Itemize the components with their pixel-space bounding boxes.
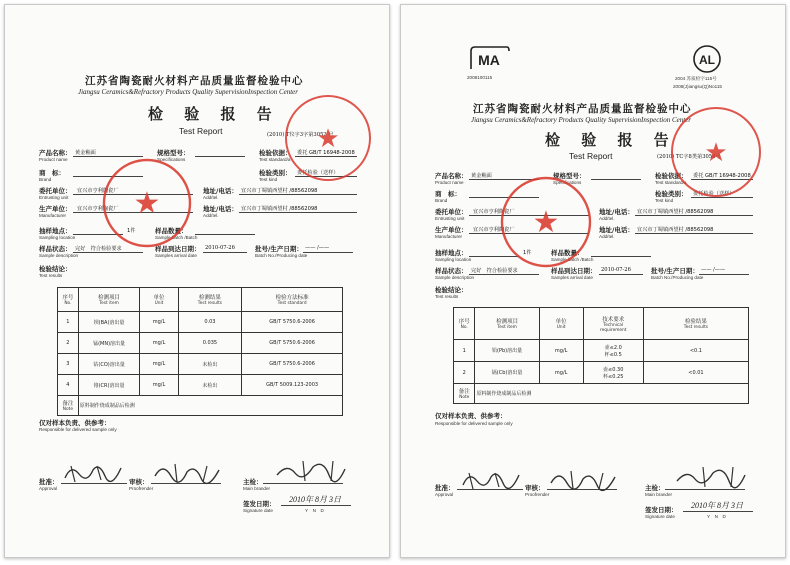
table-note-row: 备注 Note 原料制作烧成制品后检测: [454, 384, 749, 404]
client-label: 委托单位：: [39, 187, 72, 195]
batch-no-label: 批号/生产日期：: [255, 245, 303, 253]
test-kind-label: 检验类别：: [259, 169, 292, 177]
batch-no-value: —— /——: [701, 267, 726, 273]
main-brander-label-en: Main brander: [243, 486, 271, 491]
arrival-date-value: 2010-07-26: [601, 267, 631, 273]
cal-line2: 2008(J)iangsu(Q)No115: [673, 84, 722, 89]
product-name-label: 产品名称：: [435, 172, 468, 180]
sample-state-label-en: Sample description: [435, 275, 475, 280]
sample-state-label: 样品状态：: [39, 245, 72, 253]
proofreader-signature: [547, 467, 619, 493]
sampling-location-label: 抽样地点：: [435, 249, 468, 257]
maker-value: 宜兴市亨利陶瓷厂: [77, 206, 119, 212]
spec-label: 规格型号：: [157, 149, 190, 157]
maker-address-value: 宜兴市丁蜀镇西望村 /88562098: [637, 227, 714, 233]
maker-address-value: 宜兴市丁蜀镇西望村 /88562098: [241, 206, 318, 212]
test-kind-value: 委托检验（送样）: [693, 191, 735, 197]
cal-mark-icon: [689, 43, 725, 75]
sample-state-value: 完好 符合检验要求: [471, 268, 518, 274]
product-name-value: 黄金釉面: [471, 173, 492, 179]
batch-no-value: —— /——: [305, 245, 330, 251]
seal-star-icon: ★: [704, 138, 728, 168]
sample-qty-label-en: Sample batch /Batch: [155, 235, 198, 240]
report-title-en: Test Report: [179, 126, 223, 136]
sign-date-value: 2010年 8月 3日: [691, 501, 743, 510]
responsible-label-en: Responsible for delivered sample only: [39, 427, 117, 432]
test-standard-value: 委托 GB/T 16948-2008: [693, 173, 751, 179]
product-name-label: 产品名称：: [39, 149, 72, 157]
client-label-en: Entrusting unit: [39, 195, 69, 200]
conclusion-label: 检验结论：: [435, 286, 468, 294]
sample-qty-label-en: Sample batch /Batch: [551, 257, 594, 262]
report-title: 检 验 报 告: [148, 105, 280, 123]
sample-qty-value: 1件: [523, 250, 532, 256]
institution-name: 江苏省陶瓷耐火材料产品质量监督检验中心: [85, 75, 304, 87]
client-address-label: 地址/电话：: [599, 208, 634, 216]
approval-label: 批准：: [39, 478, 59, 486]
brand-label: 商 标：: [39, 169, 65, 177]
maker-label: 生产单位：: [39, 205, 72, 213]
conclusion-label-en: Test results: [39, 273, 63, 278]
batch-no-label: 批号/生产日期：: [651, 267, 699, 275]
batch-no-label-en: Batch No./Producing date: [255, 253, 308, 258]
table-row: 1 铅(Pb)溶出量 mg/L 壶≤2.0 杯≤0.5 <0.1: [454, 340, 749, 362]
table-note-row: 备注 Note 原料制作烧成制品后检测: [58, 396, 343, 416]
center-seal-stamp: [669, 105, 763, 199]
proofreader-label-en: Proofrender: [129, 486, 154, 491]
test-standard-label: 检验依据：: [655, 172, 688, 180]
maker-value: 宜兴市亨利陶瓷厂: [473, 227, 515, 233]
table-row: 4 铬(CR)溶出量 mg/L 未检出 GB/T 5009.123-2003: [58, 375, 343, 396]
test-kind-label-en: Test kind: [259, 177, 278, 182]
report-left: [4, 4, 390, 558]
responsible-label: 仅对样本负责、供参考：: [435, 412, 507, 420]
product-name-label-en: Product name: [435, 180, 464, 185]
sample-qty-label: 样品数量：: [155, 227, 188, 235]
svg-text:AL: AL: [699, 53, 715, 67]
seal-star-icon: ★: [532, 205, 560, 240]
batch-no-label-en: Batch No./Producing date: [651, 275, 704, 280]
table-header-row: 序号 No. 检测项目 Test item 单位 Unit 检测结果 Test results 检验方法标准 Test standard: [58, 288, 343, 312]
sample-qty-label: 样品数量：: [551, 249, 584, 257]
main-brander-signature: [673, 463, 747, 491]
test-kind-value: 委托检验（送样）: [297, 170, 339, 176]
approval-label-en: Approval: [435, 492, 454, 497]
client-address-label-en: Add/tel.: [599, 216, 615, 221]
sign-date-label-en: Signature date: [645, 514, 675, 519]
company-seal-stamp: [499, 175, 593, 269]
center-seal-stamp: [283, 93, 373, 183]
test-standard-value: 委托 GB/T 16948-2008: [297, 150, 355, 156]
report-right: [400, 4, 786, 558]
test-kind-label-en: Test kind: [655, 198, 674, 203]
approval-signature: [459, 467, 529, 493]
client-value: 宜兴市亨利陶瓷厂: [77, 188, 119, 194]
main-brander-signature: [273, 457, 347, 485]
spec-label-en: Specifications: [553, 180, 582, 185]
brand-label: 商 标：: [435, 190, 461, 198]
maker-label-en: Manufacturer: [435, 234, 463, 239]
main-brander-label: 主检：: [243, 478, 263, 486]
client-address-value: 宜兴市丁蜀镇西望村 /88562098: [241, 188, 318, 194]
sampling-location-label: 抽样地点：: [39, 227, 72, 235]
cma-mark-icon: [467, 45, 511, 73]
cma-number: 2008100115: [467, 75, 493, 80]
approval-label-en: Approval: [39, 486, 58, 491]
report-title-en: Test Report: [569, 151, 613, 161]
proofreader-signature: [151, 460, 223, 486]
client-label-en: Entrusting unit: [435, 216, 465, 221]
cal-line1: 2004 苏质检字115号: [675, 76, 717, 81]
proofreader-label: 审核：: [129, 478, 149, 486]
report-number: (2010) TC字8类第3054号: [657, 154, 721, 160]
brand-label-en: Brand: [435, 198, 448, 203]
client-address-label: 地址/电话：: [203, 187, 238, 195]
proofreader-label-en: Proofrender: [525, 492, 550, 497]
ymd-label: Y N D: [707, 514, 726, 519]
proofreader-label: 审核：: [525, 484, 545, 492]
client-label: 委托单位：: [435, 208, 468, 216]
main-brander-label: 主检：: [645, 484, 665, 492]
arrival-date-label: 样品到达日期：: [155, 245, 201, 253]
sampling-location-label-en: Sampling location: [435, 257, 472, 262]
client-address-label-en: Add/tel.: [203, 195, 219, 200]
sign-date-label-en: Signature date: [243, 508, 273, 513]
table-header-row: 序号 No. 检测项目 Test item 单位 Unit 技术要求 Technical requirement 检验结果 Test results: [454, 308, 749, 340]
test-standard-label-en: Test standard/a: [259, 157, 291, 162]
responsible-label: 仅对样本负责、供参考：: [39, 419, 111, 427]
results-table: [57, 287, 343, 416]
seal-star-icon: ★: [316, 124, 340, 154]
sample-qty-value: 1件: [127, 228, 136, 234]
table-row: 2 镉(Cb)溶出量 mg/L 壶≤0.30 杯≤0.25 <0.01: [454, 362, 749, 384]
report-title: 检 验 报 告: [545, 131, 677, 149]
maker-address-label-en: Add/tel.: [599, 234, 615, 239]
svg-text:MA: MA: [478, 52, 500, 68]
sampling-location-label-en: Sampling location: [39, 235, 76, 240]
spec-label: 规格型号：: [553, 172, 586, 180]
brand-label-en: Brand: [39, 177, 52, 182]
ymd-label: Y N D: [305, 508, 324, 513]
table-row: 3 钴(CO)溶出量 mg/L 未检出 GB/T 5750.6-2006: [58, 354, 343, 375]
institution-name-en: Jiangsu Ceramics&Refractory Products Quality SupervisionInspection Center: [78, 88, 299, 96]
conclusion-label: 检验结论：: [39, 265, 72, 273]
report-number: (2010) T仪字3字第3052 号: [267, 132, 334, 138]
main-brander-label-en: Main brander: [645, 492, 673, 497]
test-standard-label-en: Test standard/a: [655, 180, 687, 185]
client-value: 宜兴市亨利陶瓷厂: [473, 209, 515, 215]
seal-star-icon: ★: [133, 186, 161, 221]
arrival-date-label: 样品到达日期：: [551, 267, 597, 275]
maker-address-label: 地址/电话：: [203, 205, 238, 213]
company-seal-stamp: [101, 157, 193, 249]
maker-label: 生产单位：: [435, 226, 468, 234]
spec-label-en: Specifications: [157, 157, 186, 162]
table-row: 2 锰(MN)溶出量 mg/L 0.035 GB/T 5750.6-2006: [58, 333, 343, 354]
institution-name-en: Jiangsu Ceramics&Refractory Products Quality SupervisionInspection Center: [471, 116, 692, 124]
product-name-value: 黄金釉面: [75, 150, 96, 156]
approval-label: 批准：: [435, 484, 455, 492]
arrival-date-label-en: Samples arrival date: [551, 275, 593, 280]
conclusion-label-en: Test results: [435, 294, 459, 299]
sign-date-value: 2010年 8月 3日: [289, 495, 341, 504]
test-standard-label: 检验依据：: [259, 149, 292, 157]
institution-name: 江苏省陶瓷耐火材料产品质量监督检验中心: [473, 103, 692, 115]
table-row: 1 钡(BA)溶出量 mg/L 0.03 GB/T 5750.6-2006: [58, 312, 343, 333]
responsible-label-en: Responsible for delivered sample only: [435, 421, 513, 426]
sign-date-label: 签发日期：: [645, 506, 678, 514]
sign-date-label: 签发日期：: [243, 500, 276, 508]
arrival-date-value: 2010-07-26: [205, 245, 235, 251]
sample-state-value: 完好 符合检验要求: [75, 246, 122, 252]
sample-state-label: 样品状态：: [435, 267, 468, 275]
sample-state-label-en: Sample description: [39, 253, 79, 258]
arrival-date-label-en: Samples arrival date: [155, 253, 197, 258]
results-table: [453, 307, 749, 404]
approval-signature: [61, 460, 131, 486]
maker-label-en: Manufacturer: [39, 213, 67, 218]
product-name-label-en: Product name: [39, 157, 68, 162]
test-kind-label: 检验类别：: [655, 190, 688, 198]
maker-address-label-en: Add/tel.: [203, 213, 219, 218]
maker-address-label: 地址/电话：: [599, 226, 634, 234]
client-address-value: 宜兴市丁蜀镇西望村 /88562098: [637, 209, 714, 215]
